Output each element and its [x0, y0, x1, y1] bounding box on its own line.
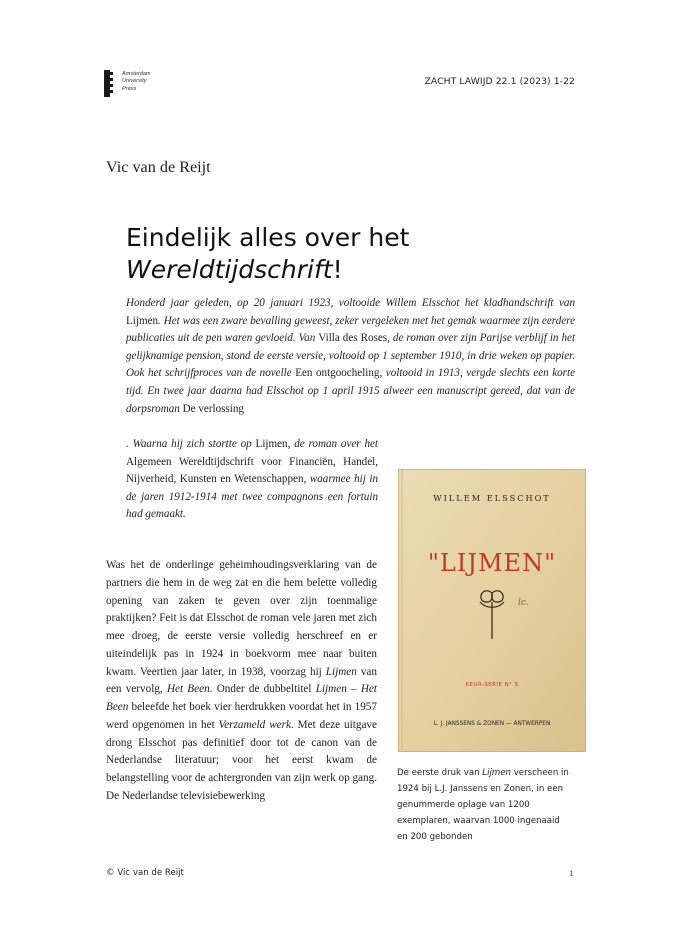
body-text: . Met deze uitgave drong Elsschot pas definitief door tot de canon van de Nederlandse literatuur; voor het eerst kwam de belangstelling voor de achtergronden van zijn werk op gang. De Nederlandse televisiebewerking: [106, 718, 378, 802]
body-text: Was het de onderlinge geheimhoudingsverklaring van de partners die hem in de weg zat en die hem belette volledig opening van zaken te geven over zijn toenmalige praktijken? Feit is dat Elsschot de roman vele jaren met zich mee droeg, de eerste versie volledig herschreef en er uiteindelijk pas in 1924 in boekvorm mee naar buiten kwam. Veertien jaar later, in 1938, voorzag hij: [106, 559, 377, 678]
body-work-title: Lijmen: [325, 665, 357, 678]
cover-publisher: L. J. JANSSENS & ZONEN — ANTWERPEN: [433, 721, 551, 727]
publisher-name: [122, 71, 151, 93]
publisher-line: Press: [122, 85, 137, 92]
cover-series: KEUR-SERIE N° 5: [465, 682, 519, 688]
abstract-text: . Het was een zware bevalling geweest, zeker vergeleken met het gemak waarmee zijn eerdere publicaties uit de pen waren gevloeid. Van: [126, 314, 575, 345]
title-suffix: !: [332, 255, 343, 284]
abstract-text: , de roman over het: [287, 438, 378, 450]
publisher-line: University: [122, 78, 147, 85]
abstract-top: [126, 295, 575, 418]
abstract-text: , waarmee hij in de jaren 1912-1914 met twee compagnons een fortuin had gemaakt.: [126, 473, 378, 521]
abstract-work-title: Algemeen Wereldtijdschrift voor Financiën, Handel, Nijverheid, Kunsten en Wetenschappen: [126, 455, 378, 486]
body-text: van een vervolg,: [106, 665, 377, 696]
title-italic: Wereldtijdschrift: [126, 255, 333, 284]
body-text: . Onder de dubbeltitel: [209, 683, 316, 696]
caption-text: De eerste druk van: [397, 768, 483, 778]
book-cover-illustration: [398, 469, 586, 752]
cover-title: "LIJMEN": [427, 549, 557, 577]
journal-reference: ZACHT LAWIJD 22.1 (2023) 1-22: [424, 76, 575, 87]
abstract-text: Honderd jaar geleden, op 20 januari 1923, voltooide Willem Elsschot het kladhandschrift van: [126, 297, 575, 309]
book-cover-photo: [398, 469, 586, 752]
abstract-work-title: Lijmen: [255, 438, 288, 450]
body-paragraph: [106, 557, 377, 806]
abstract-work-title: Een ontgoocheling: [295, 367, 380, 380]
copyright-notice: © Vic van de Reijt: [106, 868, 184, 878]
caption-title: Lijmen: [482, 768, 511, 778]
cover-handwriting: lc.: [518, 598, 529, 608]
caption-text: verscheen in 1924 bij L.J. Janssens en Zonen, in een genummerde oplage van 1200 exemplaren, waarvan 1000 ingenaaid en 200 gebonden: [397, 768, 569, 842]
article-author: Vic van de Reijt: [106, 158, 211, 176]
publisher-logo: [104, 70, 164, 98]
body-work-title: Verzameld werk: [218, 718, 291, 731]
abstract-work-title: Villa des Roses: [318, 332, 388, 345]
abstract-work-title: Lijmen: [126, 314, 159, 327]
abstract-text: , voltooid in 1913, vergde slechts een korte tijd. En twee jaar daarna had Elsschot op 1 april 1915 alweer een manuscript gereed, dat van de dorpsroman: [126, 367, 576, 415]
article-title: [126, 222, 409, 286]
aup-logo-icon: [104, 70, 118, 97]
publisher-line: Amsterdam: [122, 71, 151, 77]
abstract-bottom: [126, 436, 378, 524]
abstract-text: . Waarna hij zich stortte op: [126, 438, 256, 450]
cover-author: WILLEM ELSSCHOT: [433, 493, 551, 503]
page-number: 1: [569, 868, 574, 878]
body-text: beleefde het boek vier herdrukken voordat het in 1957 werd opgenomen in het: [106, 701, 377, 731]
abstract-text: , de roman over zijn Parijse verblijf in het gelijknamige pension, stond de eerste versie, voltooid op 1 september 1910, in drie weken op papier. Ook het schrijfproces van de novelle: [126, 332, 576, 380]
title-line-1: Eindelijk alles over het: [126, 223, 410, 252]
figure-caption: [397, 766, 569, 846]
body-work-title: Het Been: [166, 683, 210, 696]
body-work-title: Lijmen – Het Been: [106, 683, 377, 713]
abstract-work-title: De verlossing: [182, 402, 244, 415]
